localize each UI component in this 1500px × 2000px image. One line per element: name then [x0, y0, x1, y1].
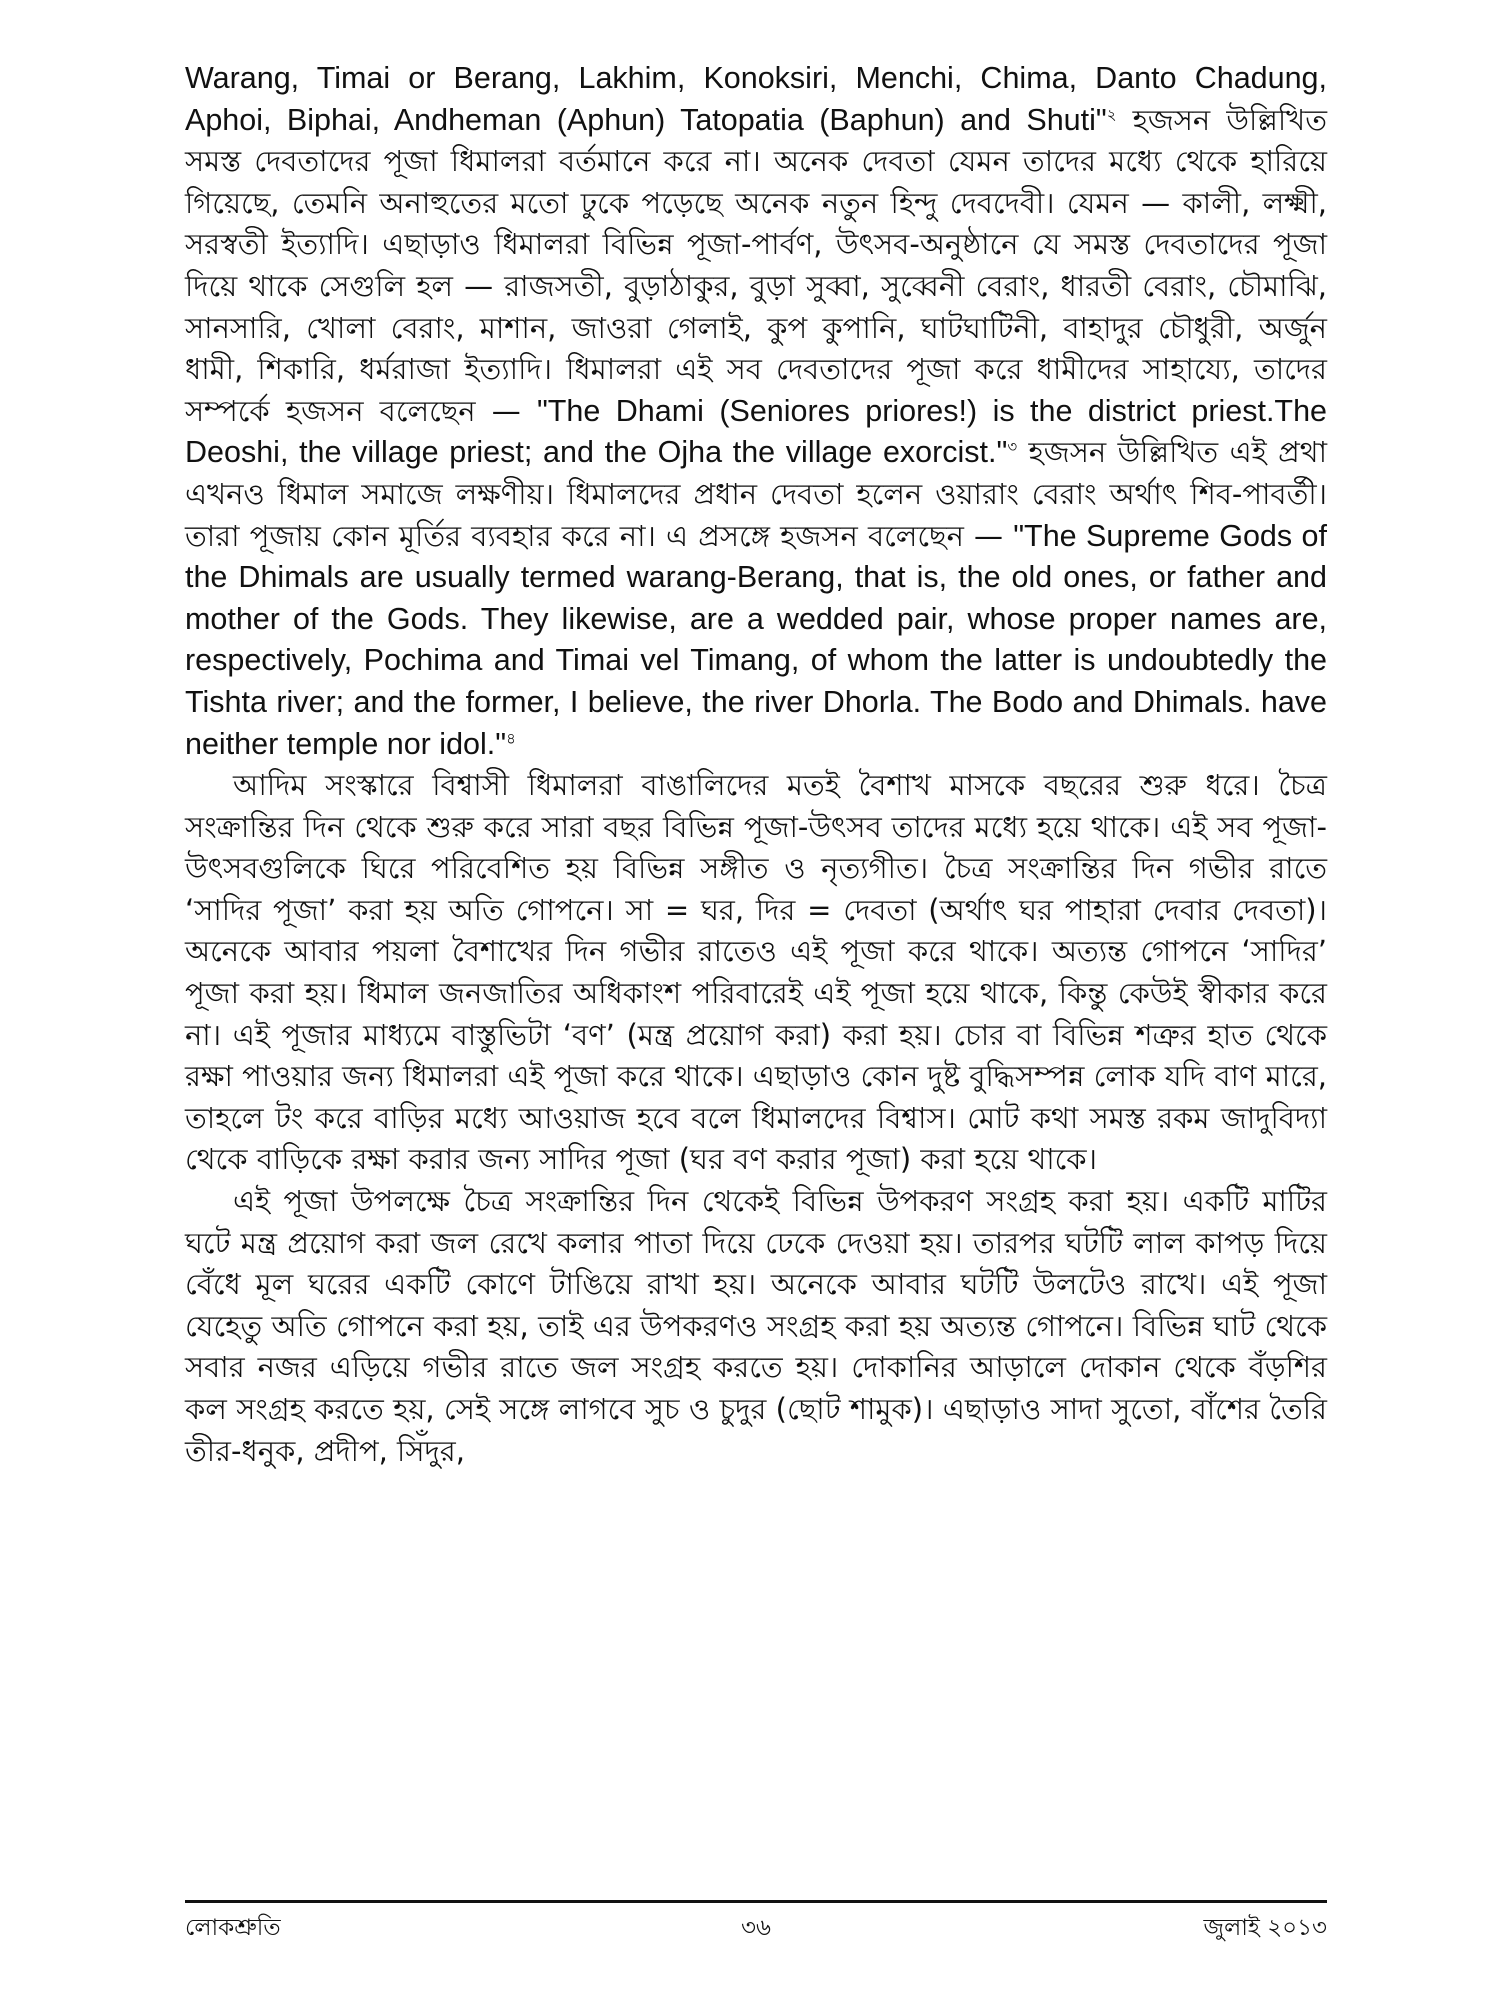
- footnote-marker: ২: [1106, 104, 1117, 123]
- footnote-marker: ৪: [506, 728, 516, 747]
- english-quote: "The Dhami (Seniores priores!) is the district priest.The Deoshi, the village priest; and the Ojha the village exorcist.": [185, 393, 1327, 470]
- body-text: [185, 58, 1327, 1472]
- issue-date: জুলাই ২০১৩: [1203, 1915, 1327, 1941]
- page-number: ৩৬: [741, 1915, 771, 1941]
- english-quote: "The Supreme Gods of the Dhimals are usually termed warang-Berang, that is, the old ones, or father and mother of the Gods. They likewise, are a wedded pair, whose proper names are, respectively, Pochima and Timai vel Timang, of whom the latter is undoubtedly the Tishta river; and the former, I believe, the river Dhorla. The Bodo and Dhimals. have neither temple nor idol.": [185, 518, 1327, 761]
- footnote-marker: ৩: [1007, 437, 1018, 456]
- paragraph-sadir-puja: [185, 765, 1327, 1181]
- bengali-text: আদিম সংস্কারে বিশ্বাসী ধিমালরা বাঙালিদের মতই বৈশাখ মাসকে বছরের শুরু ধরে। চৈত্র সংক্রান্তির দিন থেকে শুরু করে সারা বছর বিভিন্ন পূজা-উৎসব তাদের মধ্যে হয়ে থাকে। এই সব পূজা-উৎসবগুলিকে ঘিরে পরিবেশিত হয় বিভিন্ন সঙ্গীত ও নৃত্যগীত। চৈত্র সংক্রান্তির দিন গভীর রাতে ‘সাদির পূজা’ করা হয় অতি গোপনে। সা = ঘর, দির = দেবতা (অর্থাৎ ঘর পাহারা দেবার দেবতা)। অনেকে আবার পয়লা বৈশাখের দিন গভীর রাতেও এই পূজা করে থাকে। অত্যন্ত গোপনে ‘সাদির’ পূজা করা হয়। ধিমাল জনজাতির অধিকাংশ পরিবারেই এই পূজা হয়ে থাকে, কিন্তু কেউই স্বীকার করে না। এই পূজার মাধ্যমে বাস্তুভিটা ‘বণ’ (মন্ত্র প্রয়োগ করা) করা হয়। চোর বা বিভিন্ন শত্রুর হাত থেকে রক্ষা পাওয়ার জন্য ধিমালরা এই পূজা করে থাকে। এছাড়াও কোন দুষ্ট বুদ্ধিসম্পন্ন লোক যদি বাণ মারে, তাহলে টং করে বাড়ির মধ্যে আওয়াজ হবে বলে ধিমালদের বিশ্বাস। মোট কথা সমস্ত রকম জাদুবিদ্যা থেকে বাড়িকে রক্ষা করার জন্য সাদির পূজা (ঘর বণ করার পূজা) করা হয়ে থাকে।: [185, 768, 1327, 1177]
- page-footer: [185, 1912, 1327, 1952]
- paragraph-deities: [185, 58, 1327, 765]
- paragraph-puja-materials: [185, 1181, 1327, 1472]
- english-quote: Warang, Timai or Berang, Lakhim, Konoksiri, Menchi, Chima, Danto Chadung, Aphoi, Biphai, Andheman (Aphun) Tatopatia (Baphun) and Shuti": [185, 61, 1327, 137]
- footer-divider: [185, 1900, 1327, 1903]
- document-page: [185, 58, 1327, 1941]
- bengali-text: হজসন উল্লিখিত এই প্রথা এখনও ধিমাল সমাজে লক্ষণীয়। ধিমালদের প্রধান দেবতা হলেন ওয়ারাং বেরাং অর্থাৎ শিব-পাবর্তী। তারা পূজায় কোন মূর্তির ব্যবহার করে না। এ প্রসঙ্গে হজসন বলেছেন —: [185, 435, 1327, 553]
- bengali-text: এই পূজা উপলক্ষে চৈত্র সংক্রান্তির দিন থেকেই বিভিন্ন উপকরণ সংগ্রহ করা হয়। একটি মাটির ঘটে মন্ত্র প্রয়োগ করা জল রেখে কলার পাতা দিয়ে ঢেকে দেওয়া হয়। তারপর ঘটটি লাল কাপড় দিয়ে বেঁধে মূল ঘরের একটি কোণে টাঙিয়ে রাখা হয়। অনেকে আবার ঘটটি উলটেও রাখে। এই পূজা যেহেতু অতি গোপনে করা হয়, তাই এর উপকরণও সংগ্রহ করা হয় অত্যন্ত গোপনে। বিভিন্ন ঘাট থেকে সবার নজর এড়িয়ে গভীর রাতে জল সংগ্রহ করতে হয়। দোকানির আড়ালে দোকান থেকে বঁড়শির কল সংগ্রহ করতে হয়, সেই সঙ্গে লাগবে সুচ ও চুদুর (ছোট শামুক)। এছাড়াও সাদা সুতো, বাঁশের তৈরি তীর-ধনুক, প্রদীপ, সিঁদুর,: [185, 1184, 1327, 1468]
- bengali-text: হজসন উল্লিখিত সমস্ত দেবতাদের পূজা ধিমালরা বর্তমানে করে না। অনেক দেবতা যেমন তাদের মধ্যে থেকে হারিয়ে গিয়েছে, তেমনি অনাহুতের মতো ঢুকে পড়েছে অনেক নতুন হিন্দু দেবদেবী। যেমন — কালী, লক্ষ্মী, সরস্বতী ইত্যাদি। এছাড়াও ধিমালরা বিভিন্ন পূজা-পার্বণ, উৎসব-অনুষ্ঠানে যে সমস্ত দেবতাদের পূজা দিয়ে থাকে সেগুলি হল — রাজসতী, বুড়াঠাকুর, বুড়া সুব্বা, সুব্বেনী বেরাং, ধারতী বেরাং, চৌমাঝি, সানসারি, খোলা বেরাং, মাশান, জাওরা গেলাই, কুপ কুপানি, ঘাটঘাটিনী, বাহাদুর চৌধুরী, অর্জুন ধামী, শিকারি, ধর্মরাজা ইত্যাদি। ধিমালরা এই সব দেবতাদের পূজা করে ধামীদের সাহায্যে, তাদের সম্পর্কে হজসন বলেছেন —: [185, 102, 1327, 428]
- journal-name: লোকশ্রুতি: [185, 1915, 281, 1941]
